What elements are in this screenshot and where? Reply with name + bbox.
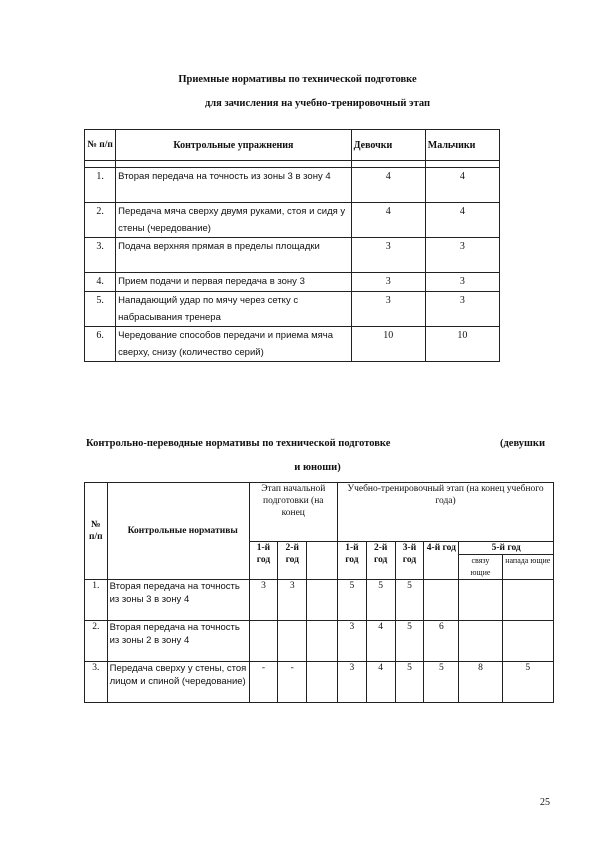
row-girls: 4 [351,168,425,203]
col-exercise-header: Контрольные упражнения [116,130,351,161]
transfer-norms-table [84,482,554,703]
row-setters: 8 [459,662,502,703]
training-year1-header: 1-й год [337,542,366,580]
row-training-year3: 5 [395,621,424,662]
col-num-header: № п/п [85,483,108,580]
stage-initial-header: Этап начальной подготовки (на конец [249,483,337,542]
admission-norms-table [84,129,500,362]
row-initial-year3 [307,580,338,621]
col-num-header: № п/п [85,130,116,161]
row-attackers: 5 [502,662,553,703]
row-training-year2: 4 [366,621,395,662]
col-boys-header: Мальчики [425,130,499,161]
row-exercise: Подача верхняя прямая в пределы площадки [116,238,351,273]
row-training-year1: 3 [337,621,366,662]
row-training-year2: 5 [366,580,395,621]
row-girls: 3 [351,292,425,327]
table-row [85,621,554,662]
row-exercise: Прием подачи и первая передача в зону 3 [116,273,351,292]
row-training-year2: 4 [366,662,395,703]
row-training-year3: 5 [395,662,424,703]
row-exercise: Передача мяча сверху двумя руками, стоя и сидя у стены (чередование) [116,203,351,238]
table-row [85,238,500,273]
row-boys: 10 [425,327,499,362]
table-row [85,203,500,238]
col-girls-header: Девочки [351,130,425,161]
table-row [85,662,554,703]
stage-training-header: Учебно-тренировочный этап (на конец учебного года) [337,483,553,542]
row-boys: 3 [425,238,499,273]
row-initial-year1: 3 [249,580,278,621]
row-attackers [502,580,553,621]
row-initial-year2: - [278,662,307,703]
setters-header: связу ющие [459,555,502,580]
attackers-header: напада ющие [502,555,553,580]
row-attackers [502,621,553,662]
table-row [85,292,500,327]
row-girls: 4 [351,203,425,238]
table-row [85,168,500,203]
row-initial-year3 [307,621,338,662]
row-num: 2. [85,203,116,238]
row-num: 3. [85,662,108,703]
row-training-year1: 5 [337,580,366,621]
row-num: 4. [85,273,116,292]
table2-title-main: Контрольно-переводные нормативы по технической подготовке [86,438,391,449]
table2-title-line2: и юноши) [294,462,341,473]
row-initial-year3 [307,662,338,703]
row-num: 3. [85,238,116,273]
table1-title-line2: для зачисления на учебно-тренировочный этап [204,98,431,109]
row-boys: 3 [425,292,499,327]
training-year4-header: 4-й год [424,542,459,580]
row-boys: 3 [425,273,499,292]
row-training-year3: 5 [395,580,424,621]
row-girls: 3 [351,273,425,292]
training-year2-header: 2-й год [366,542,395,580]
training-year3-header: 3-й год [395,542,424,580]
row-exercise: Вторая передача на точность из зоны 3 в зону 4 [116,168,351,203]
row-exercise: Нападающий удар по мячу через сетку с набрасывания тренера [116,292,351,327]
training-year5-header: 5-й год [459,542,554,555]
row-num: 5. [85,292,116,327]
row-initial-year2 [278,621,307,662]
row-training-year4: 5 [424,662,459,703]
row-setters [459,621,502,662]
row-norm: Вторая передача на точность из зоны 2 в зону 4 [107,621,249,662]
initial-year2-header: 2-й год [278,542,307,580]
row-norm: Передача сверху у стены, стоя лицом и спиной (чередование) [107,662,249,703]
row-num: 2. [85,621,108,662]
row-training-year4: 6 [424,621,459,662]
row-training-year4 [424,580,459,621]
row-training-year1: 3 [337,662,366,703]
row-girls: 10 [351,327,425,362]
table1-title-line1: Приемные нормативы по технической подготовке [178,74,417,85]
table-row [85,327,500,362]
row-num: 6. [85,327,116,362]
col-norms-header: Контрольные нормативы [107,483,249,580]
row-exercise: Чередование способов передачи и приема мяча сверху, снизу (количество серий) [116,327,351,362]
initial-year1-header: 1-й год [249,542,278,580]
row-initial-year2: 3 [278,580,307,621]
row-boys: 4 [425,168,499,203]
initial-year3-header [307,542,338,580]
row-boys: 4 [425,203,499,238]
row-num: 1. [85,168,116,203]
row-girls: 3 [351,238,425,273]
table2-title-side: (девушки [500,438,545,449]
table-row [85,273,500,292]
table-row [85,580,554,621]
row-norm: Вторая передача на точность из зоны 3 в зону 4 [107,580,249,621]
row-num: 1. [85,580,108,621]
page-number: 25 [540,797,550,808]
row-initial-year1 [249,621,278,662]
row-initial-year1: - [249,662,278,703]
row-setters [459,580,502,621]
